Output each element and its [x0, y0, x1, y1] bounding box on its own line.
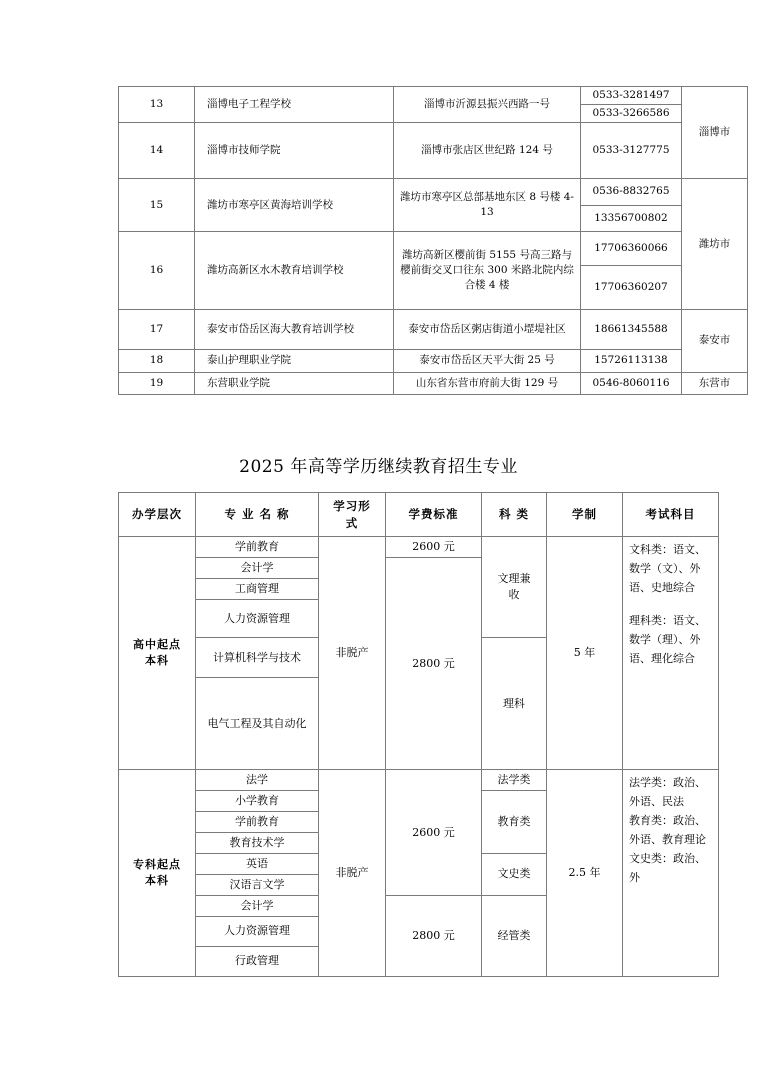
major-name: 会计学 [196, 895, 319, 916]
telephone: 17706360066 [581, 232, 681, 266]
major-name: 学前教育 [196, 812, 319, 833]
table-row [119, 770, 719, 791]
level-label-line2: 本科 [145, 873, 169, 887]
subject-category: 文史类 [482, 853, 547, 895]
school-name: 东营职业学院 [195, 372, 394, 394]
level-label-line2: 本科 [145, 654, 169, 668]
school-name: 淄博市技师学院 [195, 123, 394, 179]
school-address: 潍坊高新区樱前街 5155 号高三路与樱前街交叉口往东 300 米路北院内综合楼 4 楼 [394, 231, 581, 309]
subject-category: 教育类 [482, 791, 547, 854]
row-index: 16 [119, 231, 195, 309]
exam-subjects [623, 770, 719, 977]
subject-category: 理科 [482, 638, 547, 770]
col-header-exam: 考试科目 [623, 493, 719, 537]
school-address: 泰安市岱岳区天平大街 25 号 [394, 350, 581, 372]
subject-category-line1: 文理兼 [497, 572, 531, 586]
row-index: 15 [119, 179, 195, 231]
exam-subject-block: 教育类：政治、外语、教育理论 [629, 813, 706, 846]
exam-subject-block: 文史类：政治、外 [629, 851, 706, 884]
school-name: 潍坊市寒亭区黄海培训学校 [195, 179, 394, 231]
row-index: 18 [119, 350, 195, 372]
city-name: 淄博市 [682, 87, 748, 179]
table-row [119, 123, 748, 179]
row-index: 19 [119, 372, 195, 394]
schools-table [118, 86, 748, 395]
major-name: 会计学 [196, 558, 319, 579]
school-address: 潍坊市寒亭区总部基地东区 8 号楼 4-13 [394, 179, 581, 231]
major-name: 学前教育 [196, 537, 319, 558]
subject-category: 法学类 [482, 770, 547, 791]
row-index: 13 [119, 87, 195, 123]
school-address: 淄博市张店区世纪路 124 号 [394, 123, 581, 179]
level-label [119, 537, 196, 770]
exam-subject-block: 理科类：语文、数学（理）、外语、理化综合 [629, 614, 706, 665]
school-telephones [581, 87, 682, 123]
city-name: 泰安市 [682, 310, 748, 372]
telephone: 0533-3281497 [581, 87, 681, 105]
col-header-mode-line1: 学习形 [333, 499, 371, 513]
city-name: 潍坊市 [682, 179, 748, 310]
schools-table-body [119, 87, 748, 395]
study-duration: 5 年 [547, 537, 623, 770]
telephone: 15726113138 [581, 350, 682, 372]
majors-table [118, 492, 719, 977]
row-index: 17 [119, 310, 195, 350]
telephone: 0536-8832765 [581, 179, 681, 205]
tuition-fee: 2600 元 [386, 537, 482, 558]
tuition-fee: 2600 元 [386, 770, 482, 896]
majors-table-header-row [119, 493, 719, 537]
major-name: 人力资源管理 [196, 600, 319, 638]
major-name: 电气工程及其自动化 [196, 678, 319, 770]
tuition-fee: 2800 元 [386, 558, 482, 770]
school-name: 泰安市岱岳区海大教育培训学校 [195, 310, 394, 350]
page-title: 2025 年高等学历继续教育招生专业 [239, 457, 518, 477]
school-address: 山东省东营市府前大街 129 号 [394, 372, 581, 394]
telephone: 0533-3127775 [581, 123, 682, 179]
school-name: 潍坊高新区水木教育培训学校 [195, 231, 394, 309]
exam-subject-block: 法学类：政治、外语、民法 [629, 776, 706, 809]
subject-category: 经管类 [482, 895, 547, 976]
col-header-mode-line2: 式 [345, 515, 359, 530]
col-header-level: 办学层次 [119, 493, 196, 537]
telephone: 0533-3266586 [592, 107, 670, 120]
study-mode: 非脱产 [319, 537, 386, 770]
school-telephones [581, 179, 682, 231]
major-name: 教育技术学 [196, 832, 319, 853]
subject-category [482, 537, 547, 638]
school-telephones [581, 231, 682, 309]
major-name: 英语 [196, 853, 319, 874]
major-name: 计算机科学与技术 [196, 638, 319, 678]
major-name: 法学 [196, 770, 319, 791]
study-duration: 2.5 年 [547, 770, 623, 977]
major-name: 工商管理 [196, 579, 319, 600]
major-name: 人力资源管理 [196, 916, 319, 946]
major-name: 小学教育 [196, 791, 319, 812]
level-label-line1: 高中起点 [133, 638, 181, 652]
row-index: 14 [119, 123, 195, 179]
col-header-duration: 学制 [547, 493, 623, 537]
school-address: 淄博市沂源县振兴西路一号 [394, 87, 581, 123]
majors-table-body [119, 493, 719, 977]
col-header-mode [319, 493, 386, 537]
table-row [119, 179, 748, 231]
tuition-fee: 2800 元 [386, 895, 482, 976]
telephone: 0546-8060116 [581, 372, 682, 394]
city-name: 东营市 [682, 372, 748, 394]
telephone: 17706360207 [594, 281, 668, 294]
col-header-major: 专 业 名 称 [196, 493, 319, 537]
major-name: 行政管理 [196, 946, 319, 976]
col-header-category: 科 类 [482, 493, 547, 537]
table-row [119, 350, 748, 372]
study-mode: 非脱产 [319, 770, 386, 977]
exam-subjects [623, 537, 719, 770]
major-name: 汉语言文学 [196, 874, 319, 895]
level-label-line1: 专科起点 [133, 858, 181, 871]
subject-category-line2: 收 [508, 588, 520, 602]
table-row [119, 372, 748, 394]
table-row [119, 231, 748, 309]
col-header-fee: 学费标准 [386, 493, 482, 537]
table-row [119, 310, 748, 350]
school-address: 泰安市岱岳区粥店街道小堽堤社区 [394, 310, 581, 350]
level-label [119, 770, 196, 977]
table-row [119, 87, 748, 123]
table-row [119, 537, 719, 558]
school-name: 泰山护理职业学院 [195, 350, 394, 372]
telephone: 18661345588 [581, 310, 682, 350]
telephone: 13356700802 [594, 211, 668, 224]
exam-subject-block: 文科类：语文、数学（文）、外语、史地综合 [629, 543, 706, 595]
school-name: 淄博电子工程学校 [195, 87, 394, 123]
